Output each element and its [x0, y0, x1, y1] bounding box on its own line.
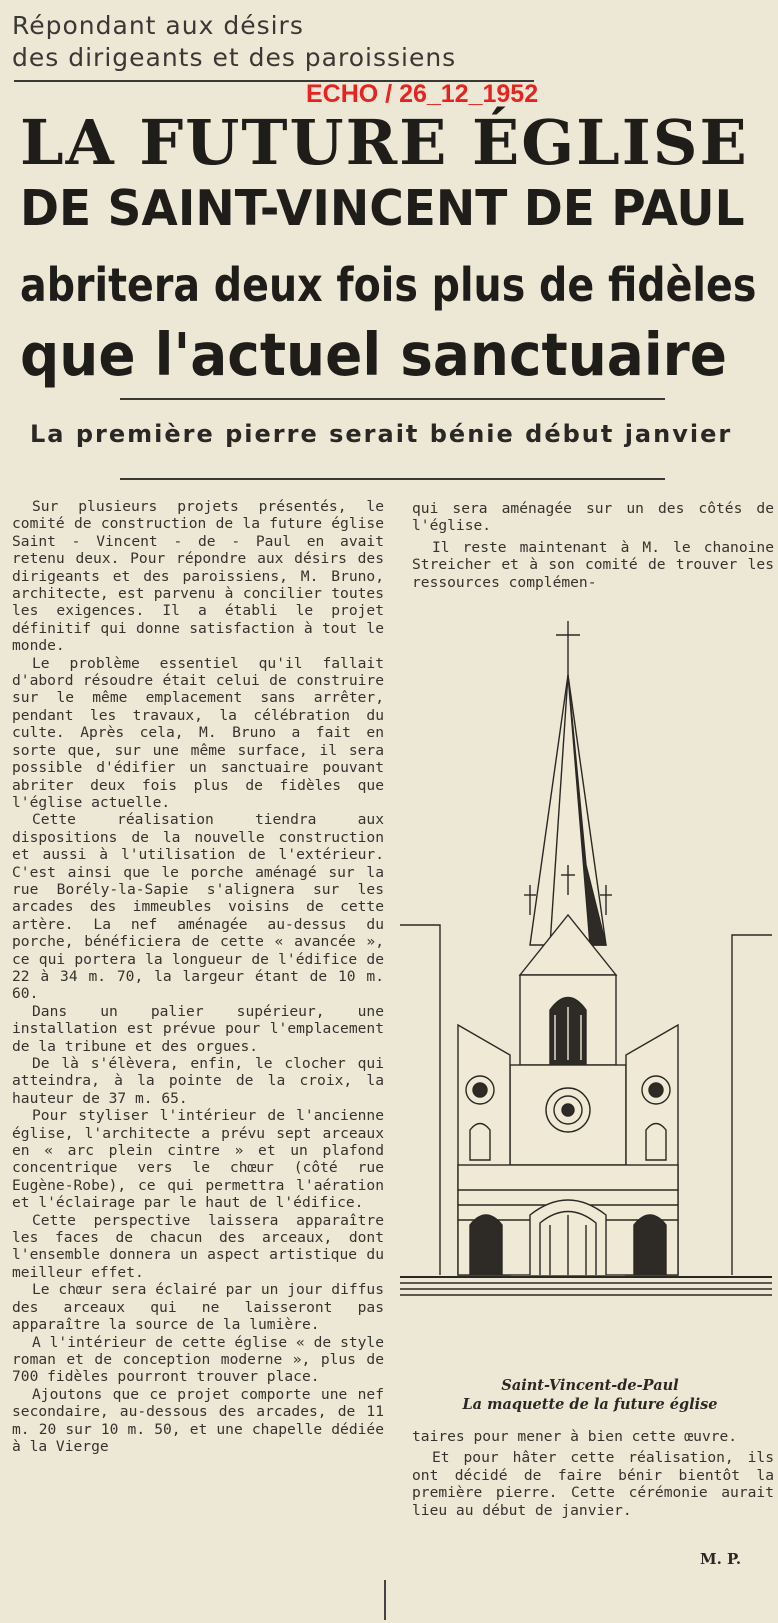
paragraph: Cette perspective laissera apparaître les faces de chacun des arceaux, dont l'ensemble donnera un aspect artistique du meilleur effet. [12, 1211, 384, 1281]
deck-subtitle: La première pierre serait bénie début janvier [30, 420, 733, 448]
headline-line-4: que l'actuel sanctuaire [20, 320, 727, 389]
kicker-line-2: des dirigeants et des paroissiens [12, 43, 457, 72]
headline-line-3: abritera deux fois plus de fidèles [20, 258, 757, 312]
kicker [12, 10, 572, 74]
paragraph: Pour styliser l'intérieur de l'ancienne église, l'architecte a prévu sept arceaux en « arc plein cintre » et un plafond concentrique vers le chœur (côté rue Eugène-Robe), ce qui permettra l'aération et l'éclairage par le haut de l'édifice. [12, 1107, 384, 1212]
paragraph: Sur plusieurs projets présentés, le comité de construction de la future église Saint - Vincent - de - Paul en avait retenu deux. Pour répondre aux désirs des dirigeants et des paroissiens, M. Bruno, architecte, est parvenu à concilier toutes les exigences. Il a établi le projet définitif qui donne satisfaction à tout le monde. [12, 498, 384, 655]
paragraph: Ajoutons que ce projet comporte une nef secondaire, au-dessous des arcades, de 11 m. 20 sur 10 m. 50, et une chapelle dédiée à la Vierge [12, 1385, 384, 1455]
article-column-2-top [412, 500, 774, 591]
headline-rule [120, 398, 665, 400]
headline-line-2: DE SAINT-VINCENT DE PAUL [20, 180, 745, 237]
paragraph: Le chœur sera éclairé par un jour diffus des arceaux qui ne laisseront pas apparaître la source de la lumière. [12, 1281, 384, 1334]
date-stamp: ECHO / 26_12_1952 [306, 80, 539, 108]
paragraph: qui sera aménagée sur un des côtés de l'église. [412, 500, 774, 535]
paragraph: Et pour hâter cette réalisation, ils ont décidé de faire bénir bientôt la première pierre. Cette cérémonie aurait lieu au début de janvier. [412, 1449, 774, 1519]
paragraph: A l'intérieur de cette église « de style roman et de conception moderne », plus de 700 fidèles pourront trouver place. [12, 1333, 384, 1386]
paragraph: Cette réalisation tiendra aux dispositions de la nouvelle construction et aussi à l'utilisation de l'extérieur. C'est ainsi que le porche aménagé sur la rue Borély-la-Sapie s'alignera sur les arcades des immeubles voisins de cette artère. La nef aménagée au-dessus du porche, bénéficiera de cette « avancée », ce qui portera la longueur de l'édifice de 22 à 34 m. 70, la largeur étant de 10 m. 60. [12, 811, 384, 1003]
caption-line-1: Saint-Vincent-de-Paul [501, 1377, 679, 1394]
paragraph: Le problème essentiel qu'il fallait d'abord résoudre était celui de construire sur le même emplacement sans arrêter, pendant les travaux, la célébration du culte. Après cela, M. Bruno a fait en sorte que, sur une même surface, il sera possible d'édifier un sanctuaire pouvant abriter deux fois plus de fidèles que l'église actuelle. [12, 654, 384, 811]
caption-line-2: La maquette de la future église [462, 1396, 718, 1413]
paragraph: Il reste maintenant à M. le chanoine Streicher et à son comité de trouver les ressources complémen- [412, 538, 774, 591]
article-column-1 [12, 498, 384, 1455]
deck-rule [120, 478, 665, 480]
kicker-line-1: Répondant aux désirs [12, 11, 304, 40]
headline-line-1: LA FUTURE ÉGLISE [20, 106, 749, 179]
column-divider [384, 1580, 386, 1620]
author-signature: M. P. [700, 1550, 742, 1568]
article-column-2-bottom [412, 1428, 774, 1519]
paragraph: Dans un palier supérieur, une installation est prévue pour l'emplacement de la tribune et des orgues. [12, 1002, 384, 1055]
paragraph: taires pour mener à bien cette œuvre. [412, 1428, 738, 1445]
drawing-caption [405, 1376, 775, 1414]
paragraph: De là s'élèvera, enfin, le clocher qui atteindra, à la pointe de la croix, la hauteur de 37 m. 65. [12, 1055, 384, 1107]
church-drawing [400, 615, 772, 1355]
